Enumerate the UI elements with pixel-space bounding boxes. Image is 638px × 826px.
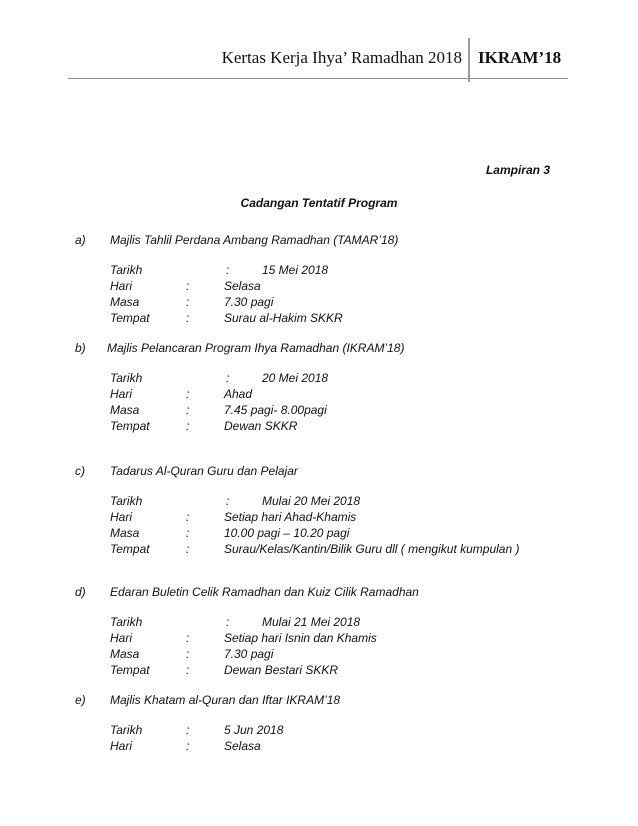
section-letter: a) bbox=[75, 233, 86, 247]
detail-key: Masa bbox=[110, 526, 140, 540]
detail-value: Ahad bbox=[224, 387, 253, 401]
detail-colon: : bbox=[186, 295, 190, 309]
section-letter: e) bbox=[75, 693, 86, 707]
detail-key: Tarikh bbox=[110, 371, 143, 385]
detail-colon: : bbox=[186, 419, 190, 433]
detail-key: Tarikh bbox=[110, 494, 143, 508]
detail-colon: : bbox=[186, 510, 190, 524]
detail-colon: : bbox=[186, 526, 190, 540]
detail-value: Mulai 20 Mei 2018 bbox=[262, 494, 361, 508]
section-title: Tadarus Al-Quran Guru dan Pelajar bbox=[110, 464, 298, 478]
detail-value: 7.30 pagi bbox=[224, 647, 274, 661]
detail-key: Tarikh bbox=[110, 263, 143, 277]
detail-key: Hari bbox=[110, 510, 133, 524]
section-letter: d) bbox=[75, 585, 86, 599]
detail-key: Masa bbox=[110, 295, 140, 309]
detail-colon: : bbox=[186, 647, 190, 661]
detail-key: Hari bbox=[110, 739, 133, 753]
section-title: Edaran Buletin Celik Ramadhan dan Kuiz Cilik Ramadhan bbox=[110, 585, 419, 599]
header-divider bbox=[468, 38, 470, 82]
detail-value: Setiap hari Ahad-Khamis bbox=[224, 510, 357, 524]
detail-colon: : bbox=[186, 403, 190, 417]
detail-colon: : bbox=[186, 631, 190, 645]
section-letter: b) bbox=[75, 341, 86, 355]
detail-value: 7.45 pagi- 8.00pagi bbox=[224, 403, 327, 417]
detail-colon: : bbox=[186, 663, 190, 677]
detail-value: Surau al-Hakim SKKR bbox=[224, 311, 343, 325]
detail-key: Masa bbox=[110, 403, 140, 417]
section-letter: c) bbox=[75, 464, 85, 478]
detail-value: Dewan Bestari SKKR bbox=[224, 663, 339, 677]
detail-value: 7.30 pagi bbox=[224, 295, 274, 309]
detail-value: 10.00 pagi – 10.20 pagi bbox=[224, 526, 350, 540]
header-brand: IKRAM’18 bbox=[478, 48, 562, 67]
header-rule bbox=[68, 78, 568, 79]
detail-value: Selasa bbox=[224, 279, 261, 293]
detail-colon: : bbox=[226, 494, 230, 508]
document-title: Cadangan Tentatif Program bbox=[240, 196, 398, 210]
section-title: Majlis Pelancaran Program Ihya Ramadhan (IKRAM’18) bbox=[107, 341, 405, 355]
detail-colon: : bbox=[186, 279, 190, 293]
detail-value: 20 Mei 2018 bbox=[262, 371, 329, 385]
detail-key: Hari bbox=[110, 387, 133, 401]
detail-colon: : bbox=[186, 542, 190, 556]
detail-key: Tempat bbox=[110, 419, 150, 433]
appendix-label: Lampiran 3 bbox=[485, 163, 550, 177]
detail-key: Tarikh bbox=[110, 615, 143, 629]
detail-key: Hari bbox=[110, 279, 133, 293]
detail-colon: : bbox=[186, 723, 190, 737]
section-title: Majlis Tahlil Perdana Ambang Ramadhan (TAMAR’18) bbox=[110, 233, 399, 247]
detail-value: Selasa bbox=[224, 739, 261, 753]
detail-value: 15 Mei 2018 bbox=[262, 263, 329, 277]
detail-key: Tarikh bbox=[110, 723, 143, 737]
section-title: Majlis Khatam al-Quran dan Iftar IKRAM’18 bbox=[110, 693, 341, 707]
detail-colon: : bbox=[186, 311, 190, 325]
detail-colon: : bbox=[226, 371, 230, 385]
detail-key: Tempat bbox=[110, 663, 150, 677]
detail-key: Hari bbox=[110, 631, 133, 645]
detail-value: 5 Jun 2018 bbox=[224, 723, 284, 737]
detail-colon: : bbox=[186, 387, 190, 401]
detail-key: Masa bbox=[110, 647, 140, 661]
detail-key: Tempat bbox=[110, 542, 150, 556]
detail-value: Mulai 21 Mei 2018 bbox=[262, 615, 361, 629]
detail-value: Surau/Kelas/Kantin/Bilik Guru dll ( mengikut kumpulan ) bbox=[224, 542, 520, 556]
detail-value: Dewan SKKR bbox=[224, 419, 298, 433]
detail-key: Tempat bbox=[110, 311, 150, 325]
detail-colon: : bbox=[186, 739, 190, 753]
detail-colon: : bbox=[226, 263, 230, 277]
header-title: Kertas Kerja Ihya’ Ramadhan 2018 bbox=[221, 48, 462, 67]
detail-value: Setiap hari Isnin dan Khamis bbox=[224, 631, 377, 645]
detail-colon: : bbox=[226, 615, 230, 629]
